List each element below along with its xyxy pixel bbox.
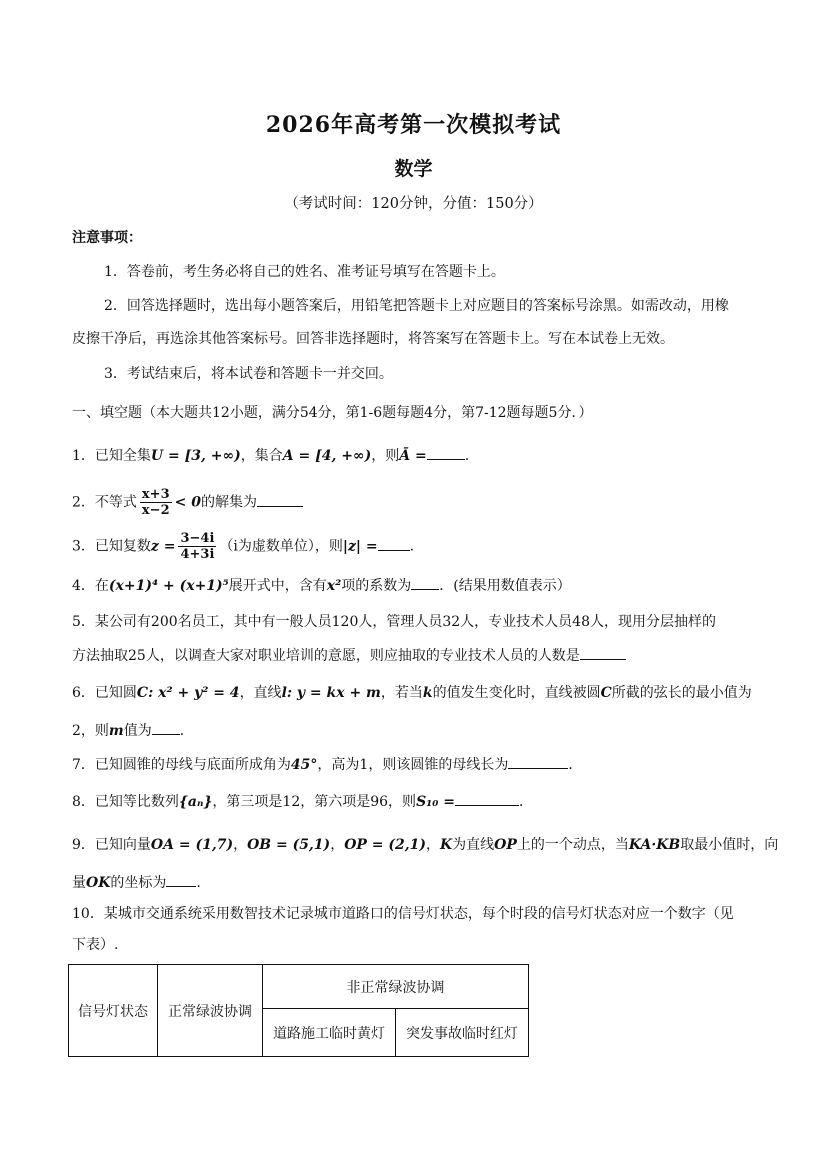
answer-blank-4[interactable] <box>411 575 439 590</box>
q8-prefix: 8．已知等比数列 <box>72 794 179 810</box>
question-6-line-1 <box>72 683 762 703</box>
q3-paren: （i为虚数单位），则 <box>219 538 343 555</box>
answer-blank-7[interactable] <box>508 754 568 769</box>
q6-mid: ，直线 <box>239 685 282 701</box>
notice-item-3: 3．考试结束后，将本试卷和答题卡一并交回。 <box>104 366 393 382</box>
notice-item-2a: 2．回答选择题时，选出每小题答案后，用铅笔把答题卡上对应题目的答案标号涂黑。如需改动，用橡 <box>104 298 729 314</box>
q7-angle: 45° <box>290 757 318 773</box>
q9-k: K <box>440 837 453 853</box>
answer-blank-1[interactable] <box>427 445 465 460</box>
q9-product: KA·KB <box>628 837 681 853</box>
q6-tail2: 的值发生变化时，直线被圆 <box>432 685 601 701</box>
q3-prefix: 3．已知复数 <box>72 538 151 555</box>
q7-end: ． <box>568 757 583 773</box>
q9-sep-1: ， <box>233 837 248 853</box>
q1-tail: ，则 <box>371 448 400 464</box>
q1-set-u: U = [3, +∞) <box>150 448 241 464</box>
answer-blank-5[interactable] <box>580 645 626 660</box>
q3-fraction <box>178 531 216 562</box>
question-8 <box>72 791 762 812</box>
question-2 <box>72 487 762 518</box>
signal-state-table <box>68 964 529 1057</box>
q9-sep-2: ， <box>330 837 345 853</box>
q2-numerator: x+3 <box>141 487 170 502</box>
q3-end: . <box>409 538 415 555</box>
question-10-line-2: 下表）. <box>72 937 119 953</box>
q6-k: k <box>422 685 433 701</box>
q6-line2b: 值为 <box>123 723 152 739</box>
q8-sum: S₁₀ = <box>416 794 456 810</box>
answer-blank-9[interactable] <box>166 872 196 887</box>
q9-end: . <box>196 875 201 891</box>
question-10-line-1: 10．某城市交通系统采用数智技术记录城市道路口的信号灯状态，每个时段的信号灯状态对应一个数字（见 <box>72 906 734 922</box>
q9-tail: 取最小值时，向 <box>680 837 779 853</box>
q9-mid2: 上的一个动点，当 <box>516 837 629 853</box>
q9-vector-op: OP = (2,1) <box>344 837 426 853</box>
question-9-line-1 <box>72 835 779 855</box>
question-6-line-2 <box>72 720 762 741</box>
q7-prefix: 7．已知圆锥的母线与底面所成角为 <box>72 757 291 773</box>
q2-prefix: 2．不等式 <box>72 494 137 511</box>
q9-line2b: 的坐标为 <box>110 875 167 891</box>
notice-item-2b: 皮擦干净后，再选涂其他答案标号。回答非选择题时，将答案写在答题卡上。写在本试卷上无效。 <box>72 331 674 347</box>
q2-denominator: x−2 <box>141 503 170 518</box>
question-4 <box>72 575 762 596</box>
q6-line2a: 2，则 <box>72 723 109 739</box>
notice-item-1: 1．答卷前，考生务必将自己的姓名、准考证号填写在答题卡上。 <box>104 264 505 280</box>
q6-tail: ，若当 <box>380 685 423 701</box>
q4-prefix: 4．在 <box>72 578 109 594</box>
question-3 <box>72 531 762 562</box>
question-9-line-2 <box>72 872 762 893</box>
answer-blank-2[interactable] <box>257 492 303 507</box>
q1-set-a: A = [4, +∞) <box>282 448 372 464</box>
notice-heading: 注意事项： <box>72 230 142 246</box>
exam-title: 2026年高考第一次模拟考试 <box>265 112 562 138</box>
q8-tail: ，第三项是12，第六项是96，则 <box>212 794 417 810</box>
q4-term: x² <box>326 578 342 594</box>
q7-tail: ，高为1，则该圆锥的母线长为 <box>317 757 509 773</box>
q2-fraction <box>140 487 172 518</box>
q5-line-2-text: 方法抽取25人，以调查大家对职业培训的意愿，则应抽取的专业技术人员的人数是 <box>72 648 580 664</box>
q1-mid: ，集合 <box>240 448 283 464</box>
question-7 <box>72 754 762 775</box>
q3-numerator: 3−4i <box>180 531 215 546</box>
question-5-line-1: 5．某公司有200名员工，其中有一般人员120人，管理人员32人，专业技术人员48人，现用分层抽样的 <box>72 614 716 630</box>
q9-op-line: OP <box>494 837 517 853</box>
q9-vector-ok: OK <box>86 875 111 891</box>
q9-prefix: 9．已知向量 <box>72 837 151 853</box>
q9-vector-ob: OB = (5,1) <box>247 837 331 853</box>
q4-end: ．(结果用数值表示） <box>439 578 571 594</box>
q8-end: ． <box>519 794 534 810</box>
q8-sequence: {aₙ} <box>178 794 213 810</box>
q1-end: . <box>464 448 470 464</box>
q6-end: ． <box>179 723 194 739</box>
table-header-abnormal: 非正常绿波协调 <box>263 965 529 1009</box>
q6-line: l: y = kx + m <box>281 685 381 701</box>
q6-prefix: 6．已知圆 <box>72 685 137 701</box>
q3-abs: |z| = <box>342 538 378 555</box>
table-header-normal: 正常绿波协调 <box>158 965 263 1057</box>
q1-prefix: 1．已知全集 <box>72 448 151 464</box>
answer-blank-8[interactable] <box>455 791 519 806</box>
exam-meta: （考试时间：120分钟，分值：150分） <box>284 196 543 212</box>
exam-subject: 数学 <box>394 158 433 180</box>
table-header-accident: 突发事故临时红灯 <box>396 1009 529 1057</box>
q4-mid: 展开式中，含有 <box>228 578 327 594</box>
section-heading: 一、填空题（本大题共12小题，满分54分，第1-6题每题4分，第7-12题每题5分．） <box>72 405 593 421</box>
q4-tail: 项的系数为 <box>341 578 412 594</box>
question-1 <box>72 445 762 466</box>
q6-tail3: 所截的弦长的最小值为 <box>611 685 752 701</box>
answer-blank-6[interactable] <box>152 720 180 735</box>
q3-denominator: 4+3i <box>180 547 215 562</box>
q3-var: z = <box>150 538 176 555</box>
q6-circle: C: x² + y² = 4 <box>136 685 240 701</box>
q9-sep-3: ， <box>426 837 440 853</box>
q9-mid: 为直线 <box>452 837 495 853</box>
q6-m: m <box>108 723 124 739</box>
q2-relation: < 0 <box>174 494 201 511</box>
table-header-state: 信号灯状态 <box>69 965 158 1057</box>
table-header-construction: 道路施工临时黄灯 <box>263 1009 396 1057</box>
q6-c: C <box>600 685 612 701</box>
q9-line2a: 量 <box>72 875 86 891</box>
q2-tail: 的解集为 <box>200 494 257 511</box>
answer-blank-3[interactable] <box>378 536 410 551</box>
question-5-line-2 <box>72 645 762 666</box>
q9-vector-oa: OA = (1,7) <box>150 837 234 853</box>
q1-complement: Ā = <box>399 448 427 464</box>
q4-expression: (x+1)⁴ + (x+1)⁵ <box>108 578 229 594</box>
